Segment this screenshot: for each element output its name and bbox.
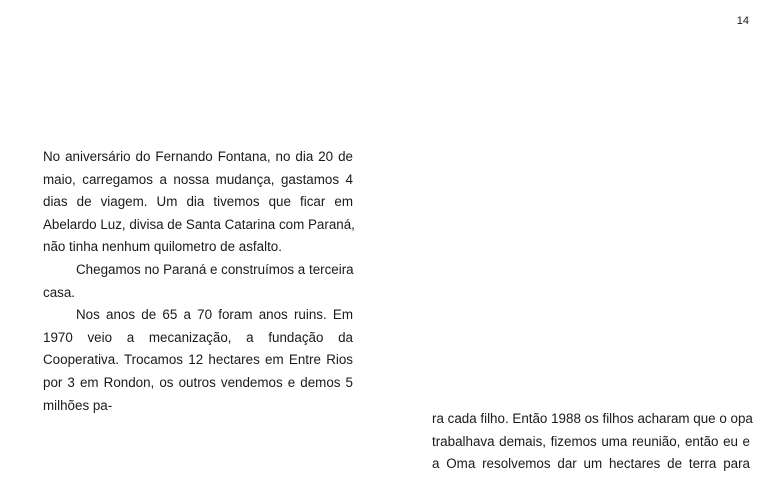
paragraph-3 <box>43 304 353 417</box>
text-line: No aniversário do Fernando Fontana, no dia 20 de <box>43 149 353 164</box>
page-number: 14 <box>736 15 749 27</box>
text-line: milhões pa- <box>43 397 113 413</box>
text-line: maio, carregamos a nossa mudança, gastamos 4 <box>43 171 353 187</box>
text-line: Chegamos no Paraná e construímos a terceira <box>76 261 354 277</box>
text-line: Nos anos de 65 a 70 foram anos ruins. Em <box>76 307 353 323</box>
text-line: trabalhava demais, fizemos uma reunião, então eu e <box>432 433 750 449</box>
left-text-column <box>43 146 353 417</box>
paragraph-2 <box>43 259 353 304</box>
text-line: a Oma resolvemos dar um hectares de terra para <box>432 456 750 472</box>
paragraph-continuation <box>432 408 753 476</box>
text-line: não tinha nenhum quilometro de asfalto. <box>43 239 282 255</box>
text-line: ra cada filho. Então 1988 os filhos acharam que o opa <box>432 411 753 426</box>
text-line: Abelardo Luz, divisa de Santa Catarina com Paraná, <box>43 216 355 232</box>
text-line: Cooperativa. Trocamos 12 hectares em Entre Rios <box>43 352 353 368</box>
text-line: dias de viagem. Um dia tivemos que ficar em <box>43 194 353 210</box>
paragraph-1 <box>43 146 353 259</box>
text-line: por 3 em Rondon, os outros vendemos e demos 5 <box>43 374 353 390</box>
text-line: casa. <box>43 284 76 300</box>
right-text-column <box>432 408 753 476</box>
text-line: 1970 veio a mecanização, a fundação da <box>43 329 353 345</box>
